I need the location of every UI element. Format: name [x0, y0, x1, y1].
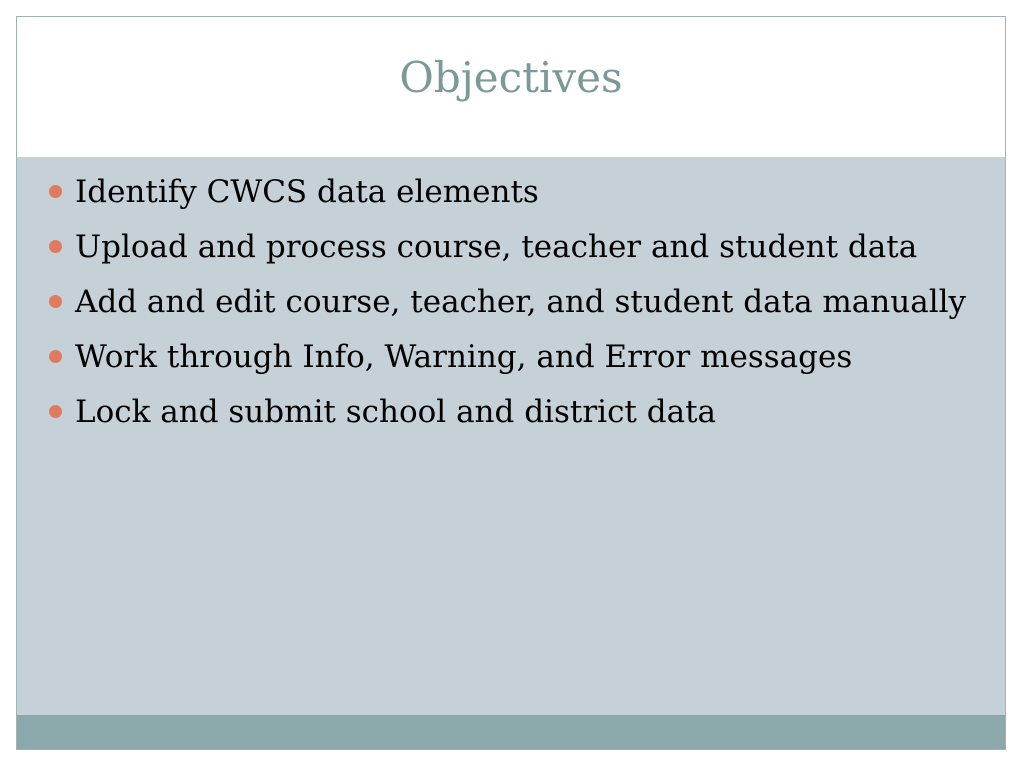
- title-area: [17, 17, 1005, 157]
- bullet-text: Add and edit course, teacher, and student data manually: [75, 284, 967, 320]
- bullet-text: Upload and process course, teacher and student data: [75, 229, 918, 265]
- bullet-item: [47, 281, 977, 323]
- bullet-item: [47, 336, 977, 378]
- bullet-text: Identify CWCS data elements: [75, 174, 539, 210]
- bullet-text: Lock and submit school and district data: [75, 394, 717, 430]
- content-area: [17, 157, 1005, 715]
- slide: [16, 16, 1006, 750]
- bullet-item: [47, 391, 977, 433]
- slide-title: Objectives: [399, 53, 623, 102]
- footer-bar: [17, 715, 1005, 750]
- bullet-dot-icon: [49, 295, 62, 308]
- bullet-text: Work through Info, Warning, and Error messages: [75, 339, 853, 375]
- bullet-dot-icon: [49, 405, 62, 418]
- bullet-item: [47, 226, 977, 268]
- bullet-dot-icon: [49, 240, 62, 253]
- bullet-list: [47, 171, 977, 446]
- bullet-dot-icon: [49, 185, 62, 198]
- bullet-item: [47, 171, 977, 213]
- bullet-dot-icon: [49, 350, 62, 363]
